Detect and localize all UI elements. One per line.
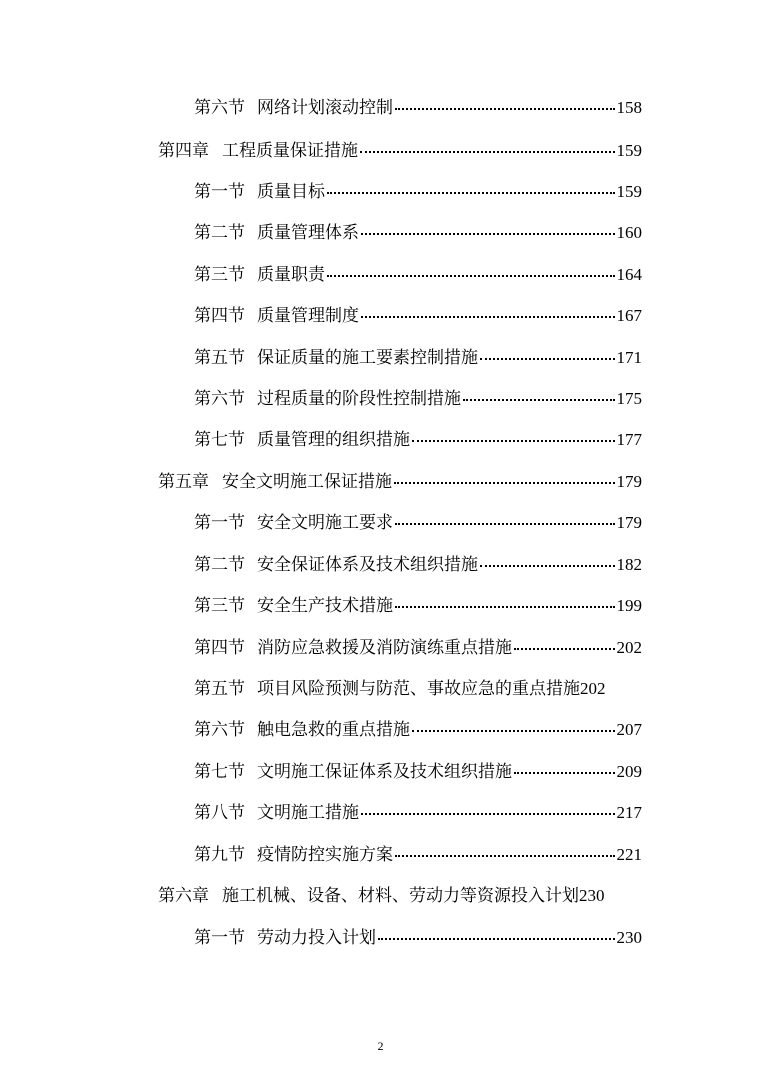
toc-dot-leader: [480, 358, 615, 360]
toc-entry-title: 质量目标: [257, 182, 325, 202]
toc-entry-title: 项目风险预测与防范、事故应急的重点措施: [257, 679, 580, 699]
toc-entry: [158, 471, 642, 493]
toc-entry: [158, 885, 642, 907]
toc-entry-page: 159: [616, 141, 642, 160]
toc-entry-page: 171: [616, 348, 642, 367]
toc-entry-page: 202: [580, 679, 606, 698]
toc-dot-leader: [395, 606, 615, 608]
toc-dot-leader: [327, 275, 615, 277]
toc-entry-page: 159: [616, 182, 642, 201]
toc-entry: [194, 305, 642, 327]
toc-entry-title: 施工机械、设备、材料、劳动力等资源投入计划: [222, 886, 579, 906]
toc-entry-title: 质量管理制度: [257, 306, 359, 326]
toc-entry-number: 第六节: [194, 389, 245, 409]
toc-entry: [158, 140, 642, 162]
toc-entry-page: 177: [616, 430, 642, 449]
toc-entry: [194, 388, 642, 410]
toc-entry-title: 文明施工措施: [257, 803, 359, 823]
toc-entry-title: 质量管理的组织措施: [257, 430, 410, 450]
toc-entry: [194, 222, 642, 244]
toc-entry-page: 164: [616, 265, 642, 284]
toc-entry-title: 网络计划滚动控制: [257, 98, 393, 118]
toc-entry: [194, 719, 642, 741]
toc-entry-title: 安全文明施工要求: [257, 513, 393, 533]
toc-entry-number: 第四节: [194, 306, 245, 326]
toc-entry: [194, 97, 642, 119]
toc-entry-page: 179: [616, 513, 642, 532]
toc-entry-title: 疫情防控实施方案: [257, 845, 393, 865]
toc-entry-page: 209: [616, 762, 642, 781]
toc-dot-leader: [361, 316, 615, 318]
toc-entry-title: 质量职责: [257, 265, 325, 285]
toc-entry-number: 第四章: [158, 141, 209, 161]
toc-dot-leader: [514, 648, 615, 650]
toc-entry-page: 160: [616, 223, 642, 242]
toc-entry: [194, 347, 642, 369]
toc-dot-leader: [395, 855, 615, 857]
toc-entry-number: 第二节: [194, 223, 245, 243]
toc-dot-leader: [463, 399, 615, 401]
toc-dot-leader: [412, 730, 615, 732]
toc-entry-number: 第四节: [194, 638, 245, 658]
toc-dot-leader: [361, 233, 615, 235]
toc-entry-title: 安全文明施工保证措施: [222, 472, 392, 492]
toc-entry: [194, 844, 642, 866]
toc-entry-title: 触电急救的重点措施: [257, 720, 410, 740]
toc-entry-title: 安全保证体系及技术组织措施: [257, 555, 478, 575]
toc-dot-leader: [378, 938, 615, 940]
toc-entry-number: 第七节: [194, 762, 245, 782]
toc-entry-page: 199: [616, 596, 642, 615]
toc-entry-number: 第五节: [194, 348, 245, 368]
toc-entry-page: 175: [616, 389, 642, 408]
toc-entry: [194, 554, 642, 576]
toc-entry-title: 消防应急救援及消防演练重点措施: [257, 638, 512, 658]
toc-dot-leader: [514, 772, 615, 774]
toc-entry-page: 182: [616, 555, 642, 574]
toc-entry-number: 第五章: [158, 472, 209, 492]
toc-entry-number: 第八节: [194, 803, 245, 823]
toc-entry-title: 质量管理体系: [257, 223, 359, 243]
toc-entry-number: 第六章: [158, 886, 209, 906]
toc-entry-number: 第七节: [194, 430, 245, 450]
toc-entry: [194, 761, 642, 783]
toc-dot-leader: [360, 151, 615, 153]
toc-dot-leader: [395, 523, 615, 525]
toc-entry-number: 第一节: [194, 513, 245, 533]
toc-entry: [194, 429, 642, 451]
toc-entry: [194, 678, 642, 700]
page-number: 2: [377, 1039, 384, 1053]
toc-entry-page: 207: [616, 720, 642, 739]
toc-entry-title: 安全生产技术措施: [257, 596, 393, 616]
toc-entry-title: 保证质量的施工要素控制措施: [257, 348, 478, 368]
toc-entry-page: 230: [579, 886, 605, 905]
toc-dot-leader: [395, 108, 615, 110]
toc-dot-leader: [480, 565, 615, 567]
toc-entry-page: 167: [616, 306, 642, 325]
toc-entry: [194, 637, 642, 659]
toc-entry: [194, 181, 642, 203]
toc-entry-page: 202: [616, 638, 642, 657]
toc-entry-number: 第二节: [194, 555, 245, 575]
toc-entry-title: 过程质量的阶段性控制措施: [257, 389, 461, 409]
toc-entry: [194, 264, 642, 286]
toc-entry-title: 劳动力投入计划: [257, 928, 376, 948]
toc-entry: [194, 595, 642, 617]
toc-entry-number: 第一节: [194, 182, 245, 202]
toc-entry-number: 第六节: [194, 720, 245, 740]
toc-entry-number: 第六节: [194, 98, 245, 118]
toc-entry-number: 第三节: [194, 596, 245, 616]
toc-entry-page: 179: [616, 472, 642, 491]
toc-entry-number: 第九节: [194, 845, 245, 865]
toc-entry-page: 158: [616, 98, 642, 117]
toc-dot-leader: [361, 813, 615, 815]
toc-entry: [194, 512, 642, 534]
toc-dot-leader: [327, 192, 615, 194]
toc-dot-leader: [394, 482, 615, 484]
toc-entry-title: 工程质量保证措施: [222, 141, 358, 161]
toc-entry-number: 第一节: [194, 928, 245, 948]
toc-entry: [194, 927, 642, 949]
toc-entry-page: 221: [616, 845, 642, 864]
toc-entry-page: 230: [616, 928, 642, 947]
toc-dot-leader: [412, 440, 615, 442]
toc-entry-number: 第五节: [194, 679, 245, 699]
toc-entry: [194, 802, 642, 824]
toc-entry-page: 217: [616, 803, 642, 822]
toc-entry-number: 第三节: [194, 265, 245, 285]
toc-entry-title: 文明施工保证体系及技术组织措施: [257, 762, 512, 782]
